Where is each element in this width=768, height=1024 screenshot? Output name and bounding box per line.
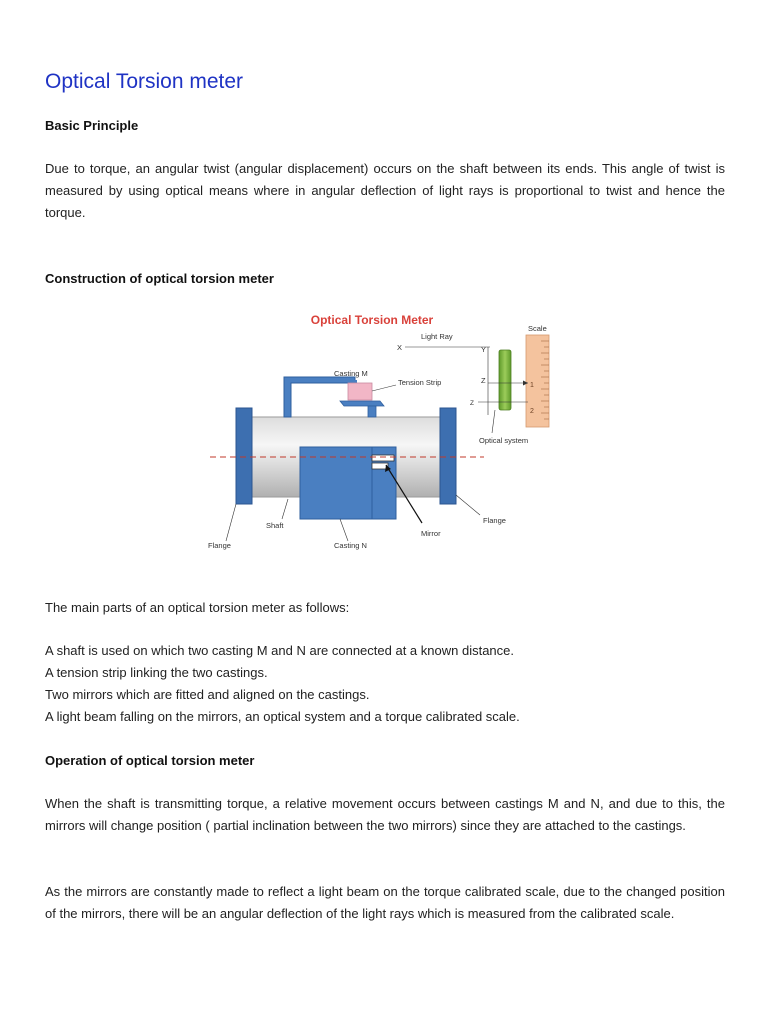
- heading-operation: Operation of optical torsion meter: [45, 753, 255, 768]
- construction-item: A shaft is used on which two casting M and N are connected at a known distance.: [45, 643, 514, 658]
- tension-strip: [348, 383, 372, 400]
- scale-mark-1: 1: [530, 382, 534, 389]
- page-title: Optical Torsion meter: [45, 70, 244, 93]
- tension-strip-leader: [372, 385, 396, 391]
- flange-left-leader: [226, 504, 236, 541]
- casting-m-post: [368, 406, 376, 417]
- label-optical-system: Optical system: [479, 436, 529, 445]
- label-scale: Scale: [528, 324, 547, 333]
- basic-principle-paragraph: Due to torque, an angular twist (angular displacement) occurs on the shaft between its ends. This angle of twist is measured by using optical means where in angular deflection of light rays is proportional to twist and hence the torque.: [45, 161, 725, 220]
- heading-basic-principle: Basic Principle: [45, 118, 139, 133]
- label-casting-m: Casting M: [334, 369, 368, 378]
- operation-paragraph: When the shaft is transmitting torque, a relative movement occurs between castings M and N, and due to this, the mirrors will change position ( partial inclination between the two mirrors) since they are attached to the castings.: [45, 796, 725, 833]
- shaft-leader: [282, 499, 288, 519]
- diagram-title: Optical Torsion Meter: [310, 313, 434, 327]
- heading-construction: Construction of optical torsion meter: [45, 271, 274, 286]
- casting-n-leader: [340, 519, 348, 541]
- label-tension-strip: Tension Strip: [398, 378, 442, 387]
- flange-right-leader: [456, 495, 480, 515]
- operation-paragraph: As the mirrors are constantly made to reflect a light beam on the torque calibrated scale, due to the changed position of the mirrors, there will be an angular deflection of the light rays which is measured from the calibrated scale.: [45, 884, 725, 921]
- label-flange-right: Flange: [483, 516, 506, 525]
- mirror-upper: [372, 455, 394, 461]
- casting-m-lower-plate: [340, 401, 384, 406]
- label-casting-n: Casting N: [334, 541, 367, 550]
- optical-torsion-meter-diagram: [200, 305, 560, 555]
- flange-right: [440, 408, 456, 504]
- label-z: Z: [481, 376, 486, 385]
- label-flange-left: Flange: [208, 541, 231, 550]
- flange-left: [236, 408, 252, 504]
- construction-item: A light beam falling on the mirrors, an optical system and a torque calibrated scale.: [45, 709, 520, 724]
- label-shaft: Shaft: [266, 521, 284, 530]
- label-y: Y: [481, 345, 487, 354]
- label-light-ray: Light Ray: [421, 332, 453, 341]
- label-x: X: [397, 343, 403, 352]
- label-z-lower: Z: [470, 400, 474, 407]
- casting-m: [284, 377, 355, 417]
- construction-item: A tension strip linking the two castings.: [45, 665, 268, 680]
- optical-system: [499, 350, 511, 410]
- construction-intro: The main parts of an optical torsion meter as follows:: [45, 600, 350, 615]
- scale-mark-2: 2: [530, 408, 534, 415]
- label-mirror: Mirror: [421, 529, 441, 538]
- optical-system-leader: [492, 410, 495, 433]
- diagram-svg: [200, 305, 560, 555]
- construction-item: Two mirrors which are fitted and aligned on the castings.: [45, 687, 370, 702]
